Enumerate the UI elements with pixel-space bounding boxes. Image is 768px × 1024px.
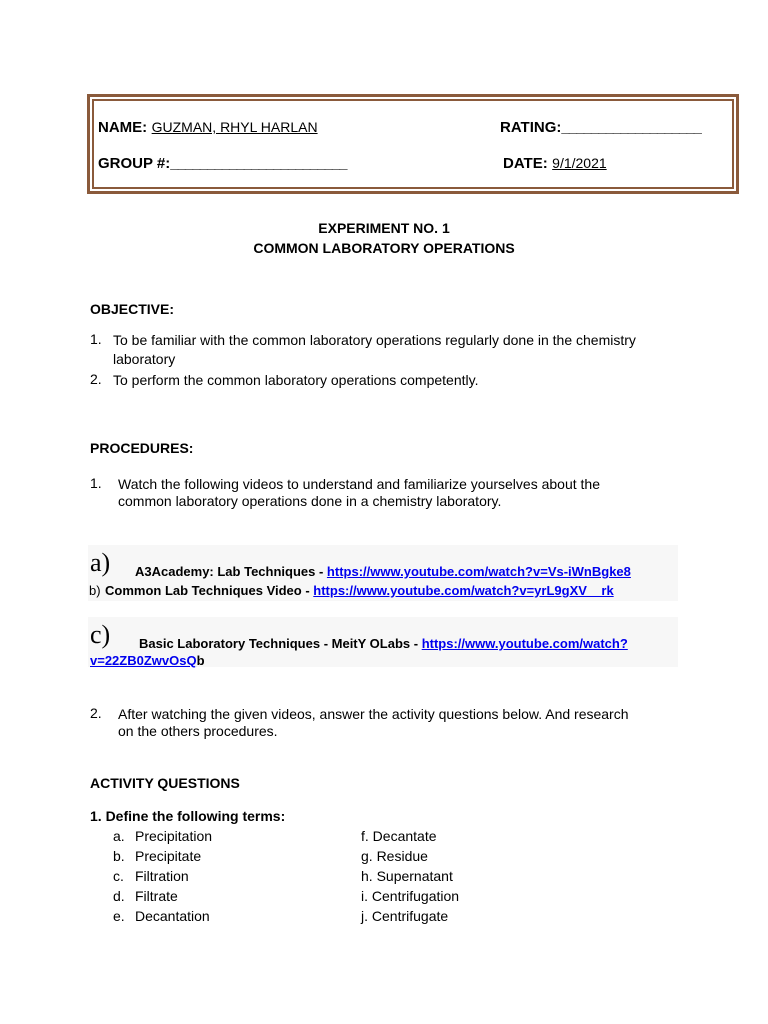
video-a-link[interactable]: https://www.youtube.com/watch?v=Vs-iWnBgke8 (326, 564, 631, 579)
objective-heading: OBJECTIVE: (90, 301, 175, 317)
date-row (503, 155, 607, 173)
rating-row (500, 119, 701, 137)
term-item (113, 868, 212, 888)
term-text: Filtrate (135, 888, 178, 904)
video-c (90, 620, 110, 650)
video-c-letter: c) (90, 620, 111, 649)
group-label: GROUP #: (98, 155, 171, 172)
objective-2-number: 2. (90, 371, 102, 387)
term-letter: e. (113, 908, 125, 924)
procedures-heading: PROCEDURES: (90, 440, 194, 456)
video-c-link-part2[interactable]: v=22ZB0ZwvOsQ (90, 653, 197, 668)
objective-2-text: To perform the common laboratory operations competently. (113, 372, 479, 388)
procedure-2-number: 2. (90, 705, 102, 721)
name-label: NAME: (98, 119, 148, 136)
term-item: i. Centrifugation (361, 888, 460, 904)
objective-1-line2: laboratory (113, 351, 176, 367)
term-text: Decantation (135, 908, 210, 924)
activity-heading: ACTIVITY QUESTIONS (90, 775, 240, 791)
video-c-link-part1[interactable]: https://www.youtube.com/watch? (421, 636, 628, 651)
header-box-inner (92, 99, 734, 189)
video-b-letter: b) (89, 583, 101, 598)
video-b-label: Common Lab Techniques Video - (105, 583, 314, 598)
video-c-line1 (139, 635, 628, 653)
name-row (98, 119, 318, 137)
procedure-2-line2: on the others procedures. (118, 723, 278, 739)
terms-right-list (361, 828, 459, 928)
rating-blank: ___________________ (561, 119, 701, 136)
procedure-1-line2: common laboratory operations done in a chemistry laboratory. (118, 493, 502, 509)
term-item (113, 828, 212, 848)
video-a-line (135, 563, 631, 581)
group-row (98, 155, 346, 173)
procedure-2-line1: After watching the given videos, answer the activity questions below. And research (118, 706, 629, 722)
date-label: DATE: (503, 155, 548, 172)
procedure-1-number: 1. (90, 475, 102, 491)
video-a-label: A3Academy: Lab Techniques - (135, 564, 327, 579)
video-a (90, 548, 110, 578)
term-text: Precipitate (135, 848, 202, 864)
term-item: f. Decantate (361, 828, 437, 844)
question-1: 1. Define the following terms: (90, 808, 286, 824)
term-item: g. Residue (361, 848, 428, 864)
video-b-line (89, 582, 614, 600)
video-c-line2 (90, 652, 205, 670)
video-a-letter: a) (90, 548, 111, 577)
objective-1-line1: To be familiar with the common laboratory operations regularly done in the chemistry (113, 332, 636, 348)
term-text: Filtration (135, 868, 189, 884)
procedure-1-line1: Watch the following videos to understand and familiarize yourselves about the (118, 476, 600, 492)
term-item (113, 848, 212, 868)
rating-label: RATING: (500, 119, 562, 136)
video-c-label: Basic Laboratory Techniques - MeitY OLabs - (139, 636, 422, 651)
term-letter: a. (113, 828, 125, 844)
name-value: GUZMAN, RHYL HARLAN (151, 119, 318, 135)
experiment-title: COMMON LABORATORY OPERATIONS (253, 240, 515, 256)
objective-1-number: 1. (90, 331, 102, 347)
group-blank: ________________________ (170, 155, 347, 172)
video-c-trailing: b (196, 653, 205, 668)
terms-left-list (113, 828, 212, 928)
video-b-link[interactable]: https://www.youtube.com/watch?v=yrL9gXV__rk (313, 583, 614, 598)
term-text: Precipitation (135, 828, 213, 844)
experiment-number: EXPERIMENT NO. 1 (318, 220, 450, 236)
term-letter: d. (113, 888, 125, 904)
date-value: 9/1/2021 (552, 155, 607, 171)
term-letter: b. (113, 848, 125, 864)
term-item: j. Centrifugate (361, 908, 449, 924)
term-letter: c. (113, 868, 124, 884)
term-item: h. Supernatant (361, 868, 453, 884)
term-item (113, 888, 212, 908)
term-item (113, 908, 212, 928)
